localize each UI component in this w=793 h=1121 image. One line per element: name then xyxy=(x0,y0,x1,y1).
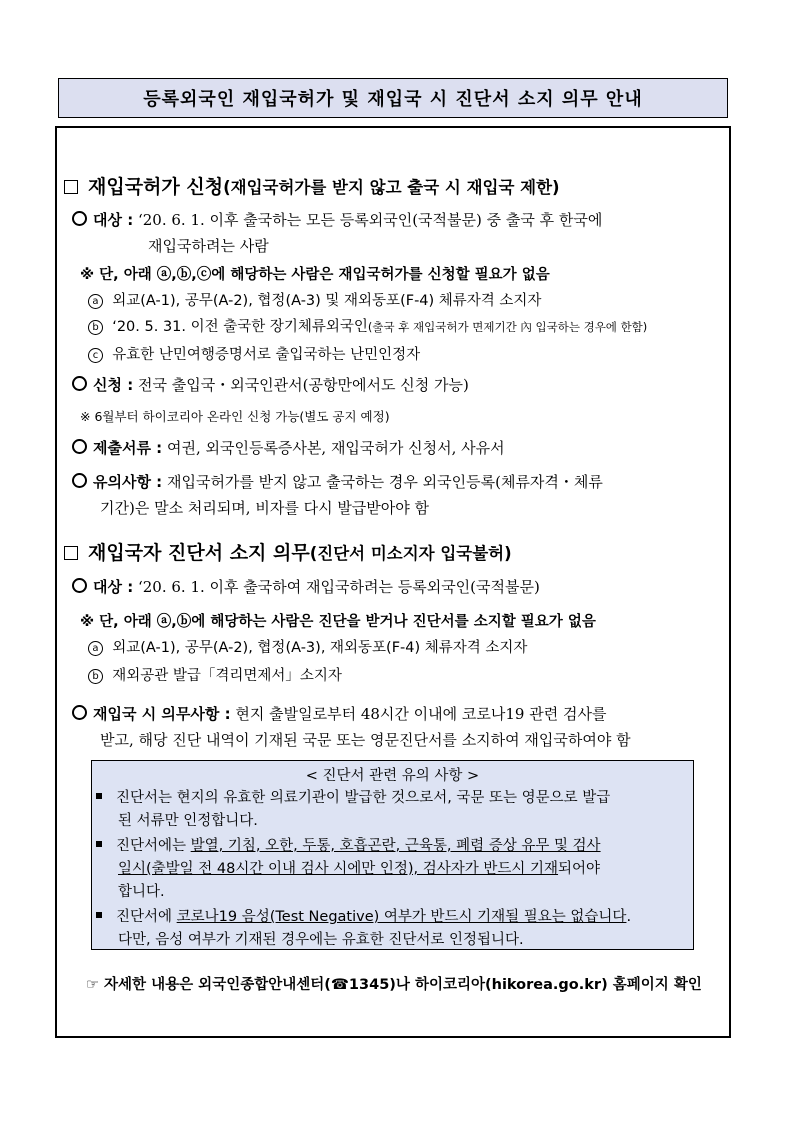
s2-duty-cont: 받고, 해당 진단 내역이 기재된 국문 또는 영문진단서를 소지하여 재입국하여야 함 xyxy=(100,731,631,749)
square-bullet-icon xyxy=(96,912,102,918)
note-2-cont2: 합니다. xyxy=(118,884,165,900)
note-2: 진단서에는 발열, 기침, 오한, 두통, 호흡곤란, 근육통, 폐렴 증상 유무 및 검사 xyxy=(96,834,601,855)
note-2-cont: 일시(출발일 전 48시간 이내 검사 시에만 인정), 검사자가 반드시 기재되어야 xyxy=(118,861,601,877)
s1-target: 대상 : ‘20. 6. 1. 이후 출국하는 모든 등록외국인(국적불문) 중 출국 후 한국에 xyxy=(72,209,602,230)
note-3-cont: 다만, 음성 여부가 기재된 경우에는 유효한 진단서로 인정됩니다. xyxy=(118,932,524,948)
s2-target: 대상 : ‘20. 6. 1. 이후 출국하여 재입국하려는 등록외국인(국적불문) xyxy=(72,576,540,597)
note-1-cont: 된 서류만 인정합니다. xyxy=(118,813,258,829)
s1-caution-cont: 기간)은 말소 처리되며, 비자를 다시 발급받아야 함 xyxy=(100,499,430,517)
note-1: 진단서는 현지의 유효한 의료기관이 발급한 것으로서, 국문 또는 영문으로 발급 xyxy=(96,786,610,807)
s1-docs: 제출서류 : 여권, 외국인등록증사본, 재입국허가 신청서, 사유서 xyxy=(72,437,505,458)
checkbox-icon xyxy=(64,180,78,194)
square-bullet-icon xyxy=(96,793,102,799)
notes-heading: < 진단서 관련 유의 사항 > xyxy=(305,768,480,784)
circle-bullet-icon xyxy=(72,211,87,226)
s1-exception: ※ 단, 아래 ⓐ,ⓑ,ⓒ에 해당하는 사람은 재입국허가를 신청할 필요가 없음 xyxy=(80,267,550,283)
s2-exception: ※ 단, 아래 ⓐ,ⓑ에 해당하는 사람은 진단을 받거나 진단서를 소지할 필요가 없음 xyxy=(80,614,596,630)
s1-item-c: c 유효한 난민여행증명서로 출입국하는 난민인정자 xyxy=(88,343,420,364)
circle-bullet-icon xyxy=(72,439,87,454)
s1-apply-note: ※ 6월부터 하이코리아 온라인 신청 가능(별도 공지 예정) xyxy=(80,409,390,424)
s2-item-b: b 재외공관 발급「격리면제서」소지자 xyxy=(88,664,342,685)
section1-heading: 재입국허가 신청(재입국허가를 받지 않고 출국 시 재입국 제한) xyxy=(64,172,560,199)
page-title: 등록외국인 재입국허가 및 재입국 시 진단서 소지 의무 안내 xyxy=(58,78,728,118)
circle-bullet-icon xyxy=(72,376,87,391)
square-bullet-icon xyxy=(96,841,102,847)
s2-duty: 재입국 시 의무사항 : 현지 출발일로부터 48시간 이내에 코로나19 관련 검사를 xyxy=(72,703,606,724)
checkbox-icon xyxy=(64,546,78,560)
s1-item-b: b ‘20. 5. 31. 이전 출국한 장기체류외국인(출국 후 재입국허가 면제기간 內 입국하는 경우에 한함) xyxy=(88,315,647,336)
circle-bullet-icon xyxy=(72,473,87,488)
s1-target-cont: 재입국하려는 사람 xyxy=(148,237,269,255)
s1-caution: 유의사항 : 재입국허가를 받지 않고 출국하는 경우 외국인등록(체류자격・체류 xyxy=(72,471,603,492)
circle-bullet-icon xyxy=(72,705,87,720)
s1-apply: 신청 : 전국 출입국・외국인관서(공항만에서도 신청 가능) xyxy=(72,374,469,395)
circle-bullet-icon xyxy=(72,578,87,593)
footer-info: ☞ 자세한 내용은 외국인종합안내센터(☎1345)나 하이코리아(hikorea.go.kr) 홈페이지 확인 xyxy=(86,977,702,993)
section2-heading: 재입국자 진단서 소지 의무(진단서 미소지자 입국불허) xyxy=(64,538,512,565)
s2-item-a: a 외교(A-1), 공무(A-2), 협정(A-3), 재외동포(F-4) 체류자격 소지자 xyxy=(88,636,527,657)
note-3: 진단서에 코로나19 음성(Test Negative) 여부가 반드시 기재될 필요는 없습니다. xyxy=(96,905,631,926)
s1-item-a: a 외교(A-1), 공무(A-2), 협정(A-3) 및 재외동포(F-4) 체류자격 소지자 xyxy=(88,289,541,310)
